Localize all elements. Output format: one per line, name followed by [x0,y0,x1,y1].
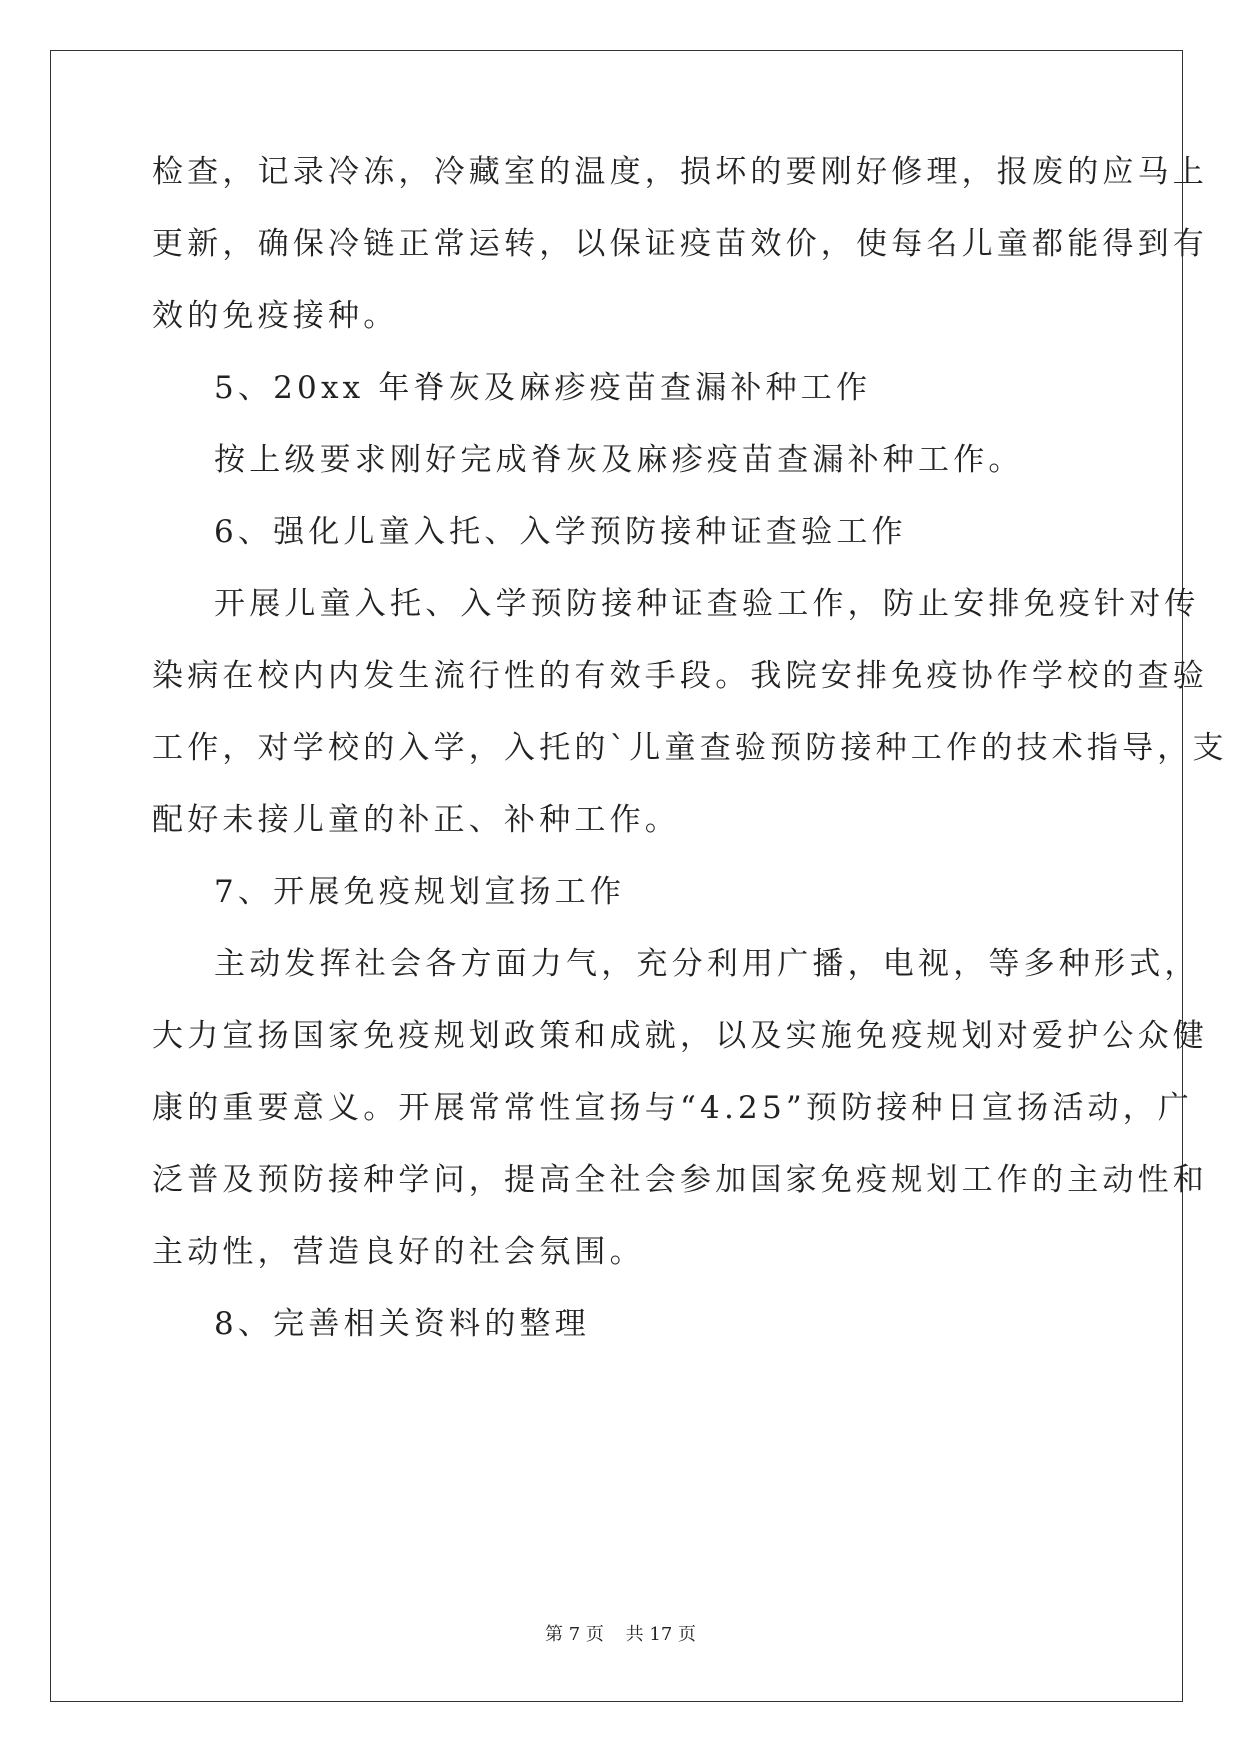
body-line: 按上级要求刚好完成脊灰及麻疹疫苗查漏补种工作。 [214,442,1024,478]
body-line: 大力宣扬国家免疫规划政策和成就，以及实施免疫规划对爱护公众健 [152,1018,1208,1054]
body-line: 主动性，营造良好的社会氛围。 [152,1234,645,1270]
section-heading: 8、完善相关资料的整理 [214,1306,590,1342]
body-line: 泛普及预防接种学问，提高全社会参加国家免疫规划工作的主动性和 [152,1162,1208,1198]
section-heading: 7、开展免疫规划宣扬工作 [214,874,626,910]
body-line: 染病在校内内发生流行性的有效手段。我院安排免疫协作学校的查验 [152,658,1208,694]
body-line: 工作，对学校的入学，入托的`儿童查验预防接种工作的技术指导，支 [152,730,1228,766]
body-line: 检查，记录冷冻，冷藏室的温度，损坏的要刚好修理，报废的应马上 [152,154,1208,190]
body-line: 开展儿童入托、入学预防接种证查验工作，防止安排免疫针对传 [214,586,1200,622]
total-pages: 共 17 页 [625,1624,696,1645]
body-line: 更新，确保冷链正常运转，以保证疫苗效价，使每名儿童都能得到有 [152,226,1208,262]
body-line: 康的重要意义。开展常常性宣扬与“4.25”预防接种日宣扬活动，广 [152,1090,1194,1126]
body-line: 效的免疫接种。 [152,298,399,334]
page-footer [0,1620,1241,1646]
section-heading: 6、强化儿童入托、入学预防接种证查验工作 [214,514,907,550]
body-line: 配好未接儿童的补正、补种工作。 [152,802,680,838]
page-number: 第 7 页 [545,1624,604,1645]
body-line: 主动发挥社会各方面力气，充分利用广播，电视，等多种形式， [214,946,1200,982]
section-heading: 5、20xx 年脊灰及麻疹疫苗查漏补种工作 [214,370,872,406]
